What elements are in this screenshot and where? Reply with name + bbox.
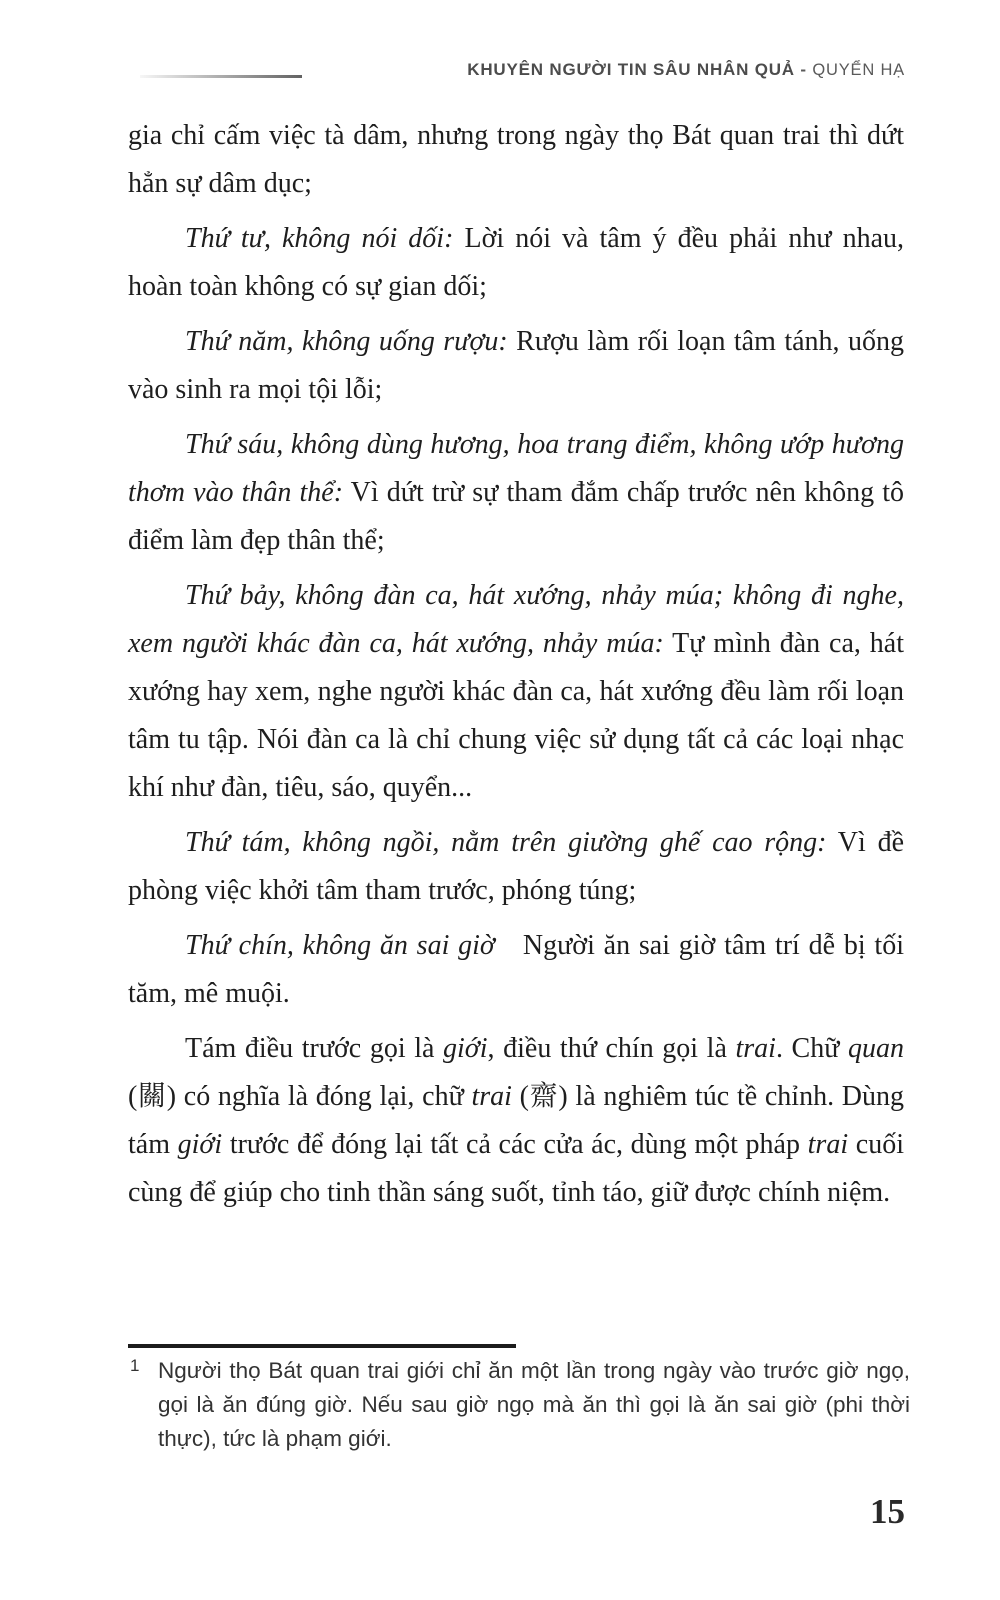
emphasized-text: giới <box>443 1033 488 1064</box>
emphasized-text: Thứ tám, không ngồi, nằm trên giường ghế cao rộng: <box>185 827 827 858</box>
footnote-text: Người thọ Bát quan trai giới chỉ ăn một lần trong ngày vào trước giờ ngọ, gọi là ăn đúng giờ. Nếu sau giờ ngọ mà ăn thì gọi là ăn sai giờ (phi thời thực), tức là phạm giới. <box>158 1358 910 1451</box>
body-text: Vì đề phòng việc khởi tâm tham trước, phóng túng; <box>128 827 905 906</box>
body-text: Tự mình đàn ca, hát xướng hay xem, nghe người khác đàn ca, hát xướng đều làm rối loạn tâm tu tập. Nói đàn ca là chỉ chung việc sử dụng tất cả các loại nhạc khí như đàn, tiêu, sáo, quyển... <box>128 628 904 803</box>
footnote-marker: 1 <box>130 1356 140 1375</box>
footnote-separator-rule <box>128 1344 516 1348</box>
paragraph <box>128 112 904 208</box>
footnote <box>128 1354 910 1456</box>
emphasized-text: trai <box>471 1081 512 1112</box>
book-title: KHUYÊN NGƯỜI TIN SÂU NHÂN QUẢ <box>467 60 795 79</box>
emphasized-text: giới <box>177 1129 223 1160</box>
volume-label: QUYỂN HẠ <box>812 61 905 79</box>
emphasized-text: trai <box>735 1033 776 1064</box>
running-header-title <box>467 60 905 80</box>
emphasized-text: Thứ sáu, không dùng hương, hoa trang điểm, không ướp hương thơm vào thân thể: <box>128 429 904 508</box>
body-text: gia chỉ cấm việc tà dâm, nhưng trong ngày thọ Bát quan trai thì dứt hẳn sự dâm dục; <box>128 120 904 199</box>
paragraph <box>128 572 904 812</box>
body-text: Rượu làm rối loạn tâm tánh, uống vào sinh ra mọi tội lỗi; <box>128 326 904 405</box>
title-separator: - <box>800 60 807 79</box>
page-number: 15 <box>870 1492 905 1531</box>
paragraph <box>128 421 904 565</box>
body-text: (關) có nghĩa là đóng lại, chữ <box>128 1081 472 1112</box>
body-text: Tám điều trước gọi là <box>185 1033 444 1064</box>
emphasized-text: Thứ năm, không uống rượu: <box>185 326 508 357</box>
body-text: Vì dứt trừ sự tham đắm chấp trước nên không tô điểm làm đẹp thân thể; <box>128 477 904 556</box>
emphasized-text: quan <box>848 1033 904 1064</box>
body-text: (齋) là nghiêm túc tề chỉnh. Dùng tám <box>128 1081 904 1160</box>
paragraph <box>128 215 904 311</box>
paragraph <box>128 819 904 915</box>
page-body-text <box>128 112 904 1224</box>
running-header <box>0 58 1000 88</box>
body-text: . Chữ <box>775 1033 848 1064</box>
body-text: cuối cùng để giúp cho tinh thần sáng suốt, tỉnh táo, giữ được chính niệm. <box>128 1129 904 1208</box>
paragraph <box>128 922 904 1018</box>
header-decorative-rule <box>140 75 302 78</box>
paragraph <box>128 318 904 414</box>
body-text: , điều thứ chín gọi là <box>487 1033 736 1064</box>
emphasized-text: Thứ chín, không ăn sai giờ <box>185 930 495 961</box>
emphasized-text: Thứ bảy, không đàn ca, hát xướng, nhảy múa; không đi nghe, xem người khác đàn ca, hát xướng, nhảy múa: <box>128 580 904 659</box>
body-text: Người ăn sai giờ tâm trí dễ bị tối tăm, mê muội. <box>128 930 904 1009</box>
body-text: Lời nói và tâm ý đều phải như nhau, hoàn toàn không có sự gian dối; <box>128 223 904 302</box>
emphasized-text: Thứ tư, không nói dối: <box>185 223 454 254</box>
body-text: trước để đóng lại tất cả các cửa ác, dùng một pháp <box>222 1129 808 1160</box>
emphasized-text: trai <box>807 1129 849 1160</box>
paragraph <box>128 1025 904 1217</box>
